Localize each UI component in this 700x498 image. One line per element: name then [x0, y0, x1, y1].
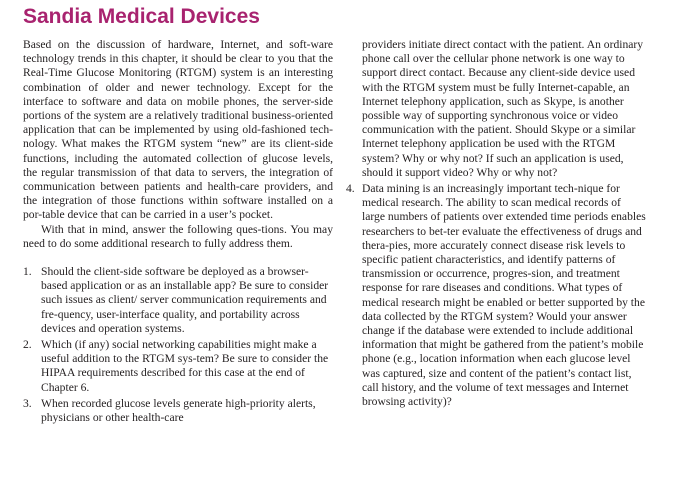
- question-3-text-continued: providers initiate direct contact with the patient. An ordinary phone call over the cellular phone network is one way to support direct contact. Because any client-side device used with the RTGM system must be fully Internet-capable, an Internet telephony application, such as Skype, is another possible way of supporting synchronous voice or video communication with the patient. Should Skype or a similar Internet telephony application be used with the RTGM system? Why or why not? If such an application is used, should it support video? Why or why not?: [362, 38, 644, 179]
- left-column: [23, 38, 333, 425]
- question-4: [346, 182, 646, 409]
- question-1-text: Should the client-side software be deployed as a browser-based application or as an installable app? Be sure to consider such issues as client/ server communication requirements and fre-quency, user-interface quality, and portability across devices and operation systems.: [41, 265, 329, 335]
- question-2: [23, 338, 333, 395]
- question-2-text: Which (if any) social networking capabilities might make a useful addition to the RTGM sys-tem? Be sure to consider the HIPAA requirements described for this case at the end of Chapter 6.: [41, 338, 329, 394]
- question-list: [23, 265, 333, 425]
- question-1-number: 1.: [23, 265, 32, 279]
- question-2-number: 2.: [23, 338, 32, 352]
- question-3-text-start: When recorded glucose levels generate high-priority alerts, physicians or other health-care: [41, 396, 316, 425]
- right-column: [346, 38, 646, 409]
- intro-paragraph: Based on the discussion of hardware, Internet, and soft-ware technology trends in this chapter, it should be clear to you that the Real-Time Glucose Monitoring (RTGM) system is an interesting combination of older and newer technology. Except for the interface to software and data on mobile phones, the server-side portions of the system are a relatively traditional business-oriented application that can be implemented by using old-fashioned tech-nology. What makes the RTGM system “new” are its client-side functions, including the automated collection of glucose levels, the regular transmission of that data to servers, the integration of communication between patients and health-care providers, and the integration of those functions within software installed on a por-table device that can be carried in a user’s pocket.: [23, 38, 333, 222]
- question-1: [23, 265, 333, 336]
- question-4-text: Data mining is an increasingly important tech-nique for medical research. The ability to scan medical records of large numbers of patients over extended time periods enables researchers to bet-ter evaluate the effectiveness of drugs and thera-pies, more accurately connect disease risk levels to specific patient characteristics, and identify patterns of transmission or occurrence, progres-sion, and treatment response for rare diseases and conditions. What types of medical research might be enabled or better supported by the data collected by the RTGM system? Would your answer change if the database were extended to include additional information that might be gathered from the patient’s mobile phone (e.g., location information when each glucose level was captured, size and content of the patient’s contact list, call history, and the volume of text messages and Internet browsing activity)?: [362, 182, 646, 409]
- question-list-continued: [346, 182, 646, 409]
- question-3: [23, 397, 333, 425]
- instructions-paragraph: With that in mind, answer the following ques-tions. You may need to do some additional research to fully address them.: [23, 222, 333, 250]
- question-3-number: 3.: [23, 396, 32, 410]
- case-title: Sandia Medical Devices: [23, 5, 260, 28]
- question-4-number: 4.: [346, 182, 355, 196]
